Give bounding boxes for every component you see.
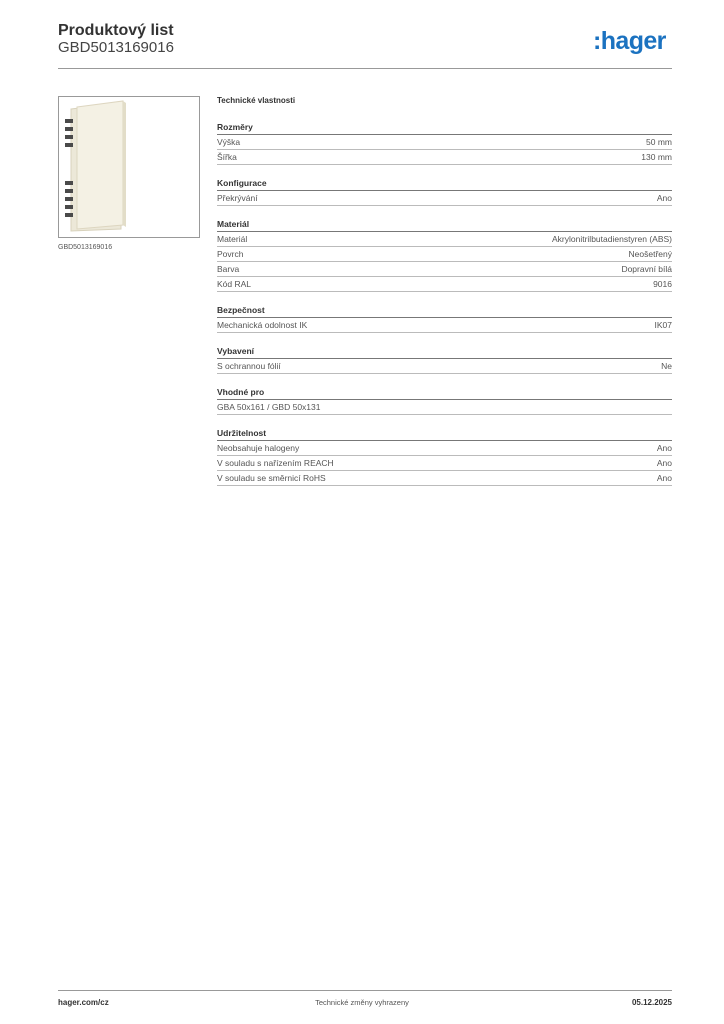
spec-group-configuration	[217, 178, 672, 206]
spec-label: Výška	[217, 137, 241, 147]
specs-title: Technické vlastnosti	[217, 96, 296, 105]
product-image-caption: GBD5013169016	[58, 244, 113, 251]
spec-value: Neošetřený	[628, 249, 672, 259]
spec-label: Překrývání	[217, 193, 258, 203]
product-photo-icon	[59, 97, 199, 237]
spec-value: Ano	[656, 193, 672, 203]
spec-value: Ano	[656, 458, 672, 468]
spec-row	[217, 150, 672, 165]
spec-label: Kód RAL	[217, 279, 252, 289]
spec-label: Barva	[217, 264, 240, 274]
spec-row	[217, 232, 672, 247]
spec-label: V souladu se směrnicí RoHS	[217, 473, 326, 483]
spec-row	[217, 135, 672, 150]
spec-group-suitable-for	[217, 387, 672, 415]
spec-row	[217, 247, 672, 262]
spec-group-material	[217, 219, 672, 292]
spec-row	[217, 441, 672, 456]
group-title: Udržitelnost	[217, 428, 672, 441]
group-title: Vhodné pro	[217, 387, 672, 400]
spec-row	[217, 318, 672, 333]
hager-logo: :hager	[593, 27, 666, 55]
spec-row	[217, 191, 672, 206]
spec-label: Neobsahuje halogeny	[217, 443, 300, 453]
spec-value: Akrylonitrilbutadienstyren (ABS)	[552, 234, 672, 244]
spec-label: S ochrannou fólií	[217, 361, 281, 371]
spec-value: Dopravní bílá	[621, 264, 672, 274]
spec-label: Mechanická odolnost IK	[217, 320, 308, 330]
spec-value: Ano	[656, 443, 672, 453]
page-title: Produktový list	[58, 22, 174, 39]
footer-website-link[interactable]: hager.com/cz	[58, 998, 109, 1007]
spec-row	[217, 400, 672, 415]
spec-label: Materiál	[217, 234, 248, 244]
spec-label: V souladu s nařízením REACH	[217, 458, 334, 468]
spec-group-dimensions	[217, 122, 672, 165]
spec-group-safety	[217, 305, 672, 333]
technical-specs	[217, 96, 672, 499]
spec-value: Ne	[661, 361, 672, 371]
spec-value: Ano	[656, 473, 672, 483]
product-code: GBD5013169016	[58, 39, 174, 56]
spec-row	[217, 456, 672, 471]
footer-disclaimer: Technické změny vyhrazeny	[315, 998, 409, 1007]
spec-value: 50 mm	[646, 137, 672, 147]
spec-label: Povrch	[217, 249, 244, 259]
spec-row	[217, 359, 672, 374]
spec-row	[217, 471, 672, 486]
spec-row	[217, 277, 672, 292]
group-title: Bezpečnost	[217, 305, 672, 318]
group-title: Vybavení	[217, 346, 672, 359]
spec-value: IK07	[654, 320, 672, 330]
spec-label: GBA 50x161 / GBD 50x131	[217, 402, 321, 412]
header-divider	[58, 68, 672, 69]
group-title: Konfigurace	[217, 178, 672, 191]
footer-date: 05.12.2025	[631, 998, 672, 1007]
product-image-frame	[58, 96, 200, 238]
spec-value: 9016	[653, 279, 672, 289]
spec-label: Šířka	[217, 152, 237, 162]
group-title: Rozměry	[217, 122, 672, 135]
spec-group-sustainability	[217, 428, 672, 486]
footer-divider	[58, 990, 672, 991]
spec-value: 130 mm	[641, 152, 672, 162]
group-title: Materiál	[217, 219, 672, 232]
spec-row	[217, 262, 672, 277]
spec-group-equipment	[217, 346, 672, 374]
